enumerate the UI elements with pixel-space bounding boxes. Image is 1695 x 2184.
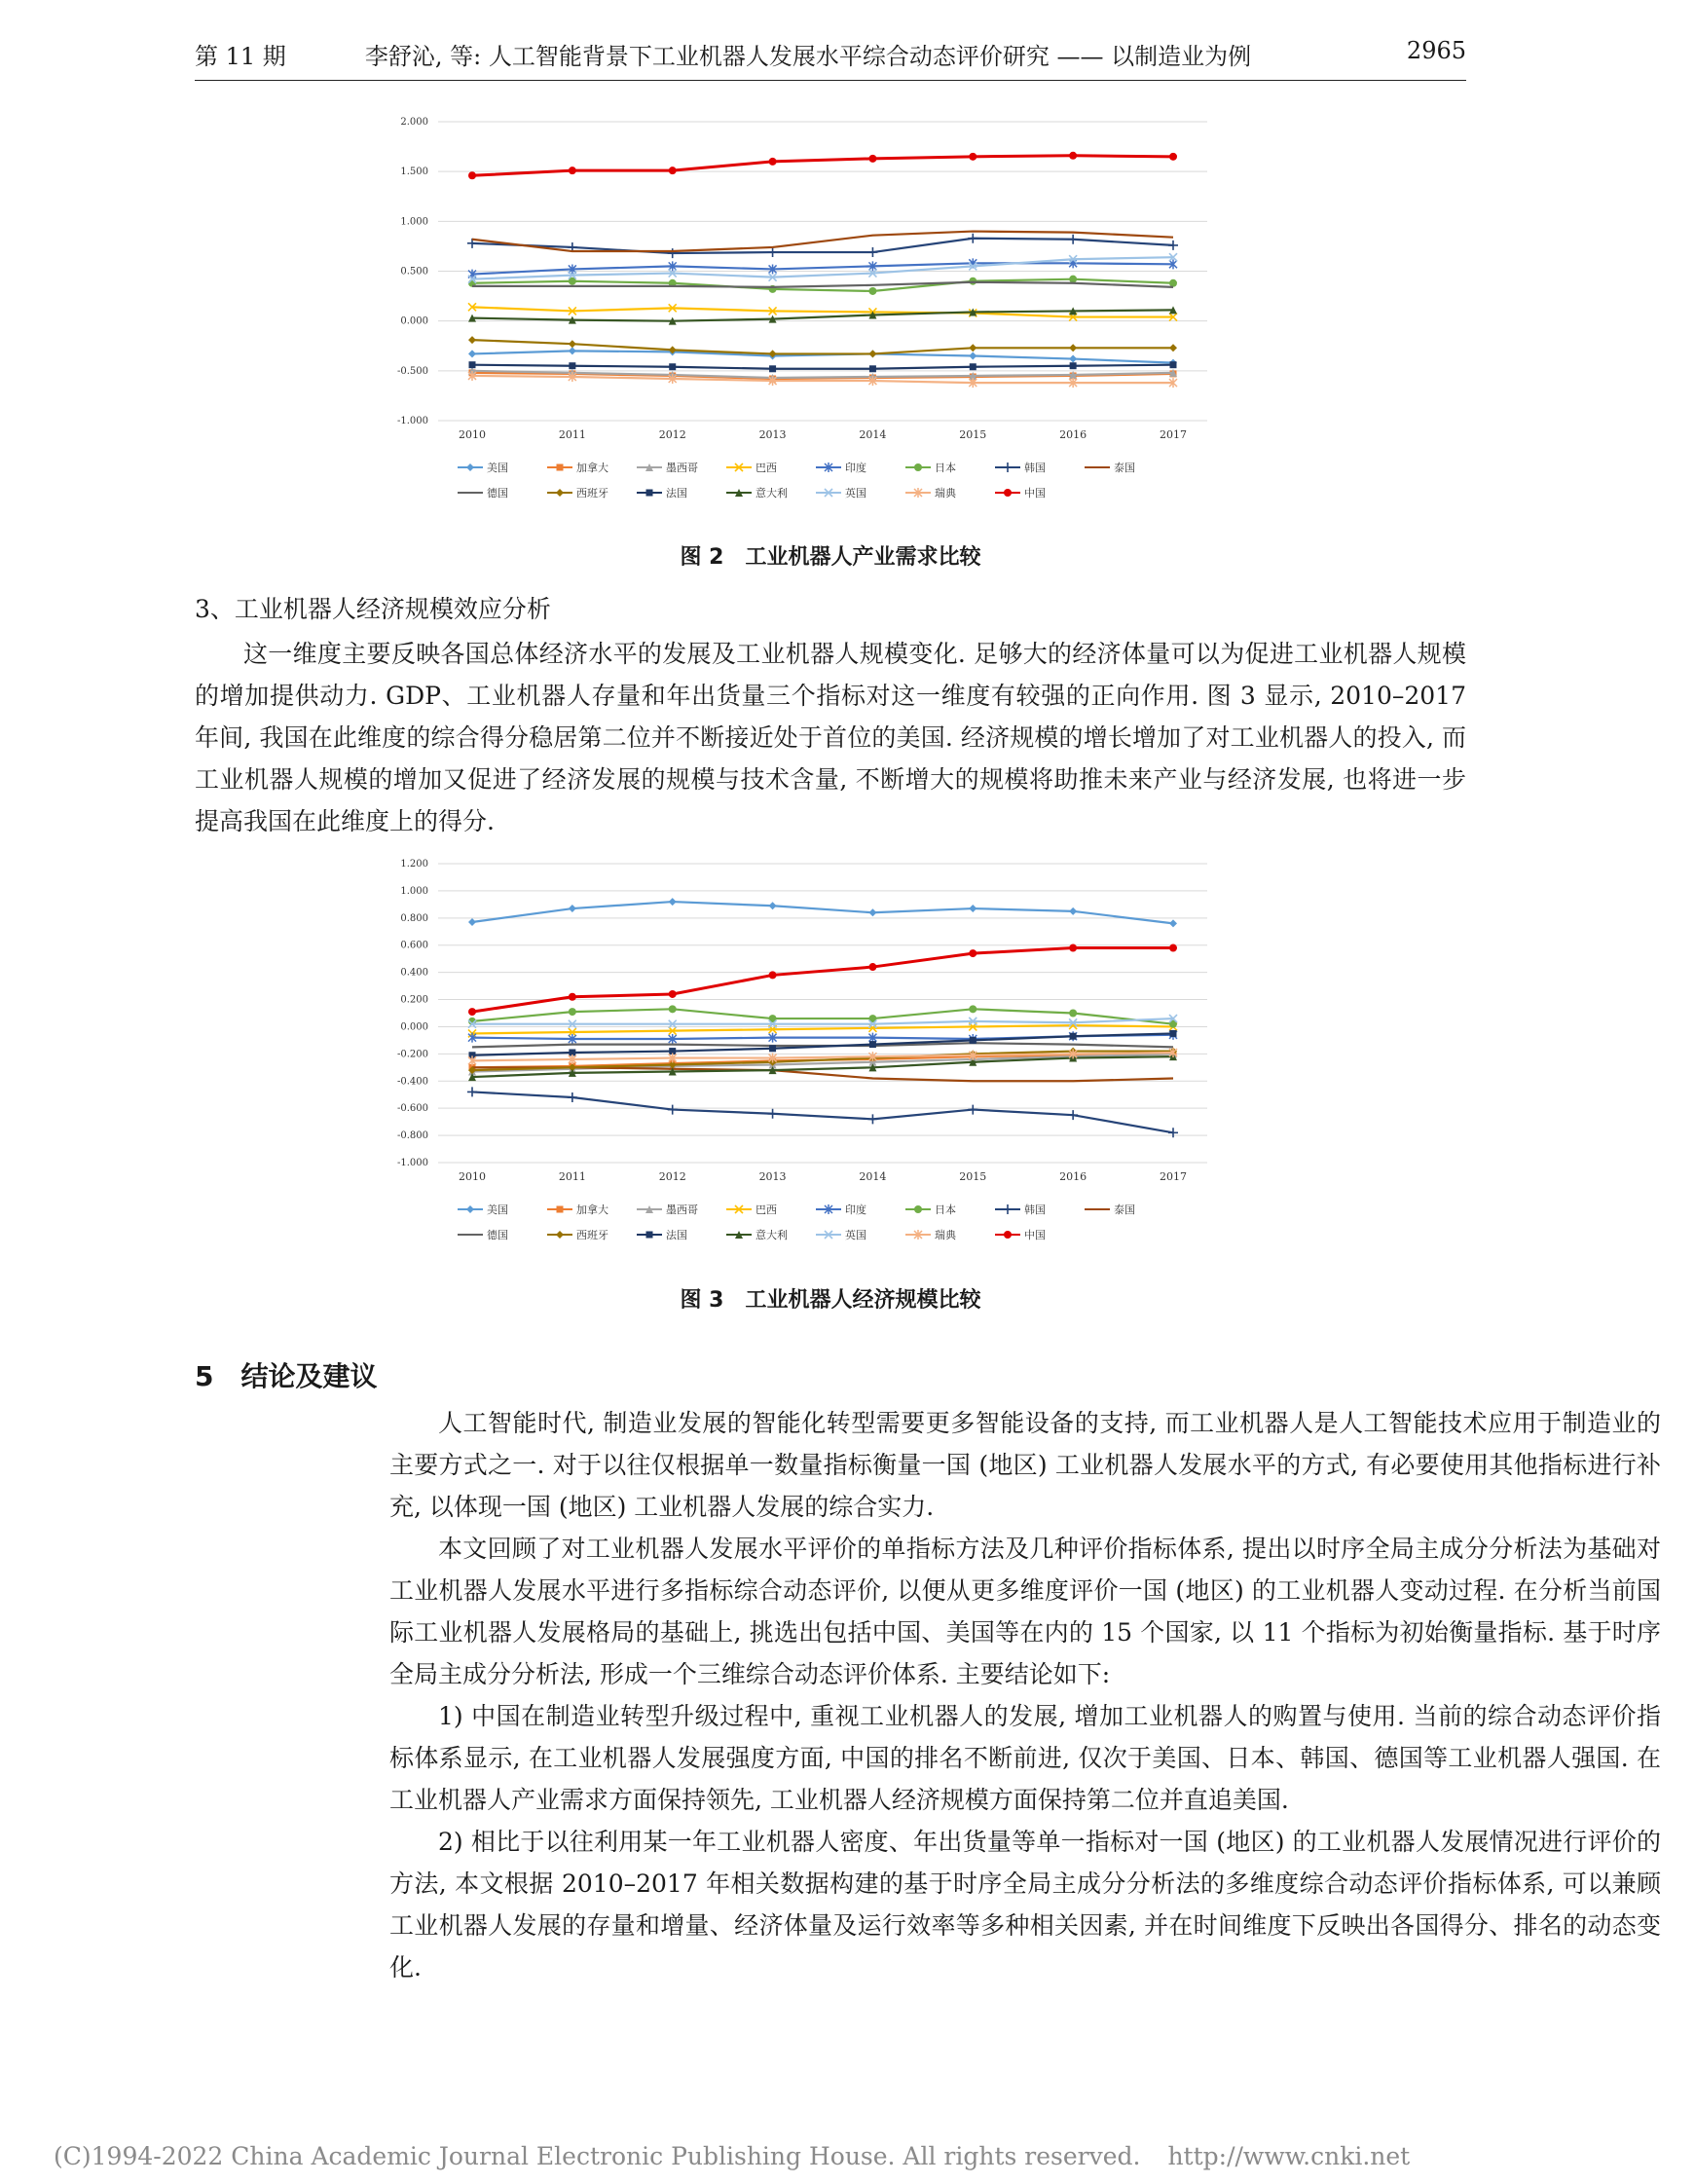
- y-tick-label: -1.000: [396, 1158, 428, 1168]
- legend-item: [995, 1203, 1046, 1216]
- x-tick-label: 2010: [459, 1170, 486, 1183]
- data-point: [969, 949, 976, 957]
- data-point: [467, 1087, 477, 1096]
- legend-item: [905, 486, 957, 500]
- x-tick-label: 2016: [1059, 428, 1087, 441]
- section5-paragraph-4: 2) 相比于以往利用某一年工业机器人密度、年出货量等单一指标对一国 (地区) 的工业机器人发展情况进行评价的方法, 本文根据 2010–2017 年相关数据构建的基于时序全局主成分分析法的多维度综合动态评价指标体系, 可以兼顾工业机器人发展的存量和增量、经济体量及运行效率等多种相关因素, 并在时间维度下反映出各国得分、排名的动态变化.: [389, 1828, 1661, 1981]
- legend-label: 德国: [487, 487, 508, 500]
- legend-label: 意大利: [755, 487, 788, 500]
- series-line: [467, 1087, 1178, 1137]
- figure-2: [370, 107, 1227, 526]
- legend-label: 法国: [666, 1229, 687, 1241]
- legend-item: [637, 486, 687, 500]
- figure-3: [370, 849, 1227, 1268]
- data-point: [868, 963, 876, 971]
- data-point: [868, 155, 876, 163]
- data-point: [569, 362, 575, 369]
- footer-copyright: [54, 2142, 1410, 2170]
- data-point: [769, 158, 777, 166]
- data-point: [1170, 361, 1177, 368]
- y-tick-label: -1.000: [396, 416, 428, 426]
- legend-label: 印度: [845, 1203, 866, 1216]
- data-point: [1069, 344, 1077, 352]
- data-point: [1168, 241, 1178, 250]
- y-tick-label: -0.200: [396, 1049, 428, 1060]
- data-point: [668, 248, 678, 258]
- data-point: [1070, 362, 1077, 369]
- data-point: [1069, 276, 1077, 283]
- data-point: [868, 287, 876, 295]
- series-line: [468, 1015, 1177, 1028]
- data-point: [1068, 235, 1078, 244]
- data-point: [868, 350, 876, 357]
- data-point: [669, 990, 677, 998]
- data-point: [970, 1037, 976, 1044]
- legend-label: 西班牙: [576, 487, 608, 500]
- legend-label: 墨西哥: [666, 1203, 698, 1216]
- data-point: [669, 898, 677, 906]
- data-point: [1069, 152, 1077, 160]
- series-path: [472, 351, 1173, 362]
- y-tick-label: 0.200: [400, 994, 428, 1006]
- data-point: [1069, 1010, 1077, 1018]
- legend-label: 泰国: [1114, 462, 1135, 474]
- legend-label: 意大利: [755, 1229, 788, 1241]
- data-point: [969, 153, 976, 161]
- data-point: [968, 1105, 977, 1115]
- data-point: [468, 171, 476, 179]
- data-point: [1069, 907, 1077, 915]
- data-point: [569, 905, 576, 912]
- legend-item: [816, 1203, 866, 1216]
- x-tick-label: 2016: [1059, 1170, 1087, 1183]
- data-point: [1069, 355, 1077, 363]
- series-line: [468, 944, 1177, 1017]
- section5-heading: 5 结论及建议: [195, 1360, 378, 1392]
- section3-paragraph: 这一维度主要反映各国总体经济水平的发展及工业机器人规模变化. 足够大的经济体量可以为促进工业机器人规模的增加提供动力. GDP、工业机器人存量和年出货量三个指标对这一维度有较强的正向作用. 图 3 显示, 2010–2017 年间, 我国在此维度的综合得分稳居第二位并不断接近处于首位的美国. 经济规模的增长增加了对工业机器人的投入, 而工业机器人规模的增加又促进了经济发展的规模与技术含量, 不断增大的规模将助推未来产业与经济发展, 也将进一步提高我国在此维度上的得分.: [195, 640, 1466, 835]
- data-point: [969, 1005, 976, 1013]
- data-point: [568, 1092, 577, 1102]
- section3-title: 3、工业机器人经济规模效应分析: [195, 595, 551, 623]
- data-point: [968, 234, 977, 243]
- y-tick-label: -0.500: [396, 365, 428, 377]
- section5-body: [195, 1402, 1661, 1988]
- legend-item: [816, 486, 866, 500]
- series-line: [472, 282, 1173, 287]
- data-point: [569, 347, 576, 354]
- legend-item: [637, 1203, 698, 1216]
- legend-label: 美国: [487, 1203, 508, 1216]
- legend-label: 巴西: [755, 462, 777, 474]
- legend-label: 印度: [845, 462, 866, 474]
- data-point: [468, 918, 476, 926]
- series-path: [472, 1092, 1173, 1132]
- y-tick-label: -0.400: [396, 1076, 428, 1088]
- legend-item: [726, 1203, 777, 1216]
- y-tick-label: 1.500: [400, 167, 428, 178]
- section5-paragraph-2: 本文回顾了对工业机器人发展水平评价的单指标方法及几种评价指标体系, 提出以时序全局主成分分析法为基础对工业机器人发展水平进行多指标综合动态评价, 以便从更多维度评价一国 (地区) 的工业机器人变动过程. 在分析当前国际工业机器人发展格局的基础上, 挑选出包括中国、美国等在内的 15 个国家, 以 11 个指标为初始衡量指标. 基于时序全局主成分分析法, 形成一个三维综合动态评价体系. 主要结论如下:: [389, 1535, 1661, 1688]
- data-point: [1169, 344, 1177, 352]
- data-point: [1169, 279, 1177, 287]
- legend-label: 西班牙: [576, 1229, 608, 1241]
- y-tick-label: 1.000: [400, 216, 428, 228]
- legend-item: [905, 1203, 956, 1216]
- legend-label: 美国: [487, 462, 508, 474]
- y-tick-label: 0.500: [400, 266, 428, 278]
- series-path: [472, 902, 1173, 923]
- legend-label: 日本: [935, 462, 956, 474]
- fig2-caption: 图 2 工业机器人产业需求比较: [680, 545, 981, 570]
- legend-item: [816, 1228, 866, 1241]
- series-path: [472, 156, 1173, 175]
- data-point: [869, 1041, 876, 1048]
- x-tick-label: 2017: [1160, 1170, 1187, 1183]
- header-rule: [195, 80, 1466, 81]
- data-point: [768, 1109, 778, 1119]
- x-tick-label: 2014: [859, 1170, 887, 1183]
- legend-label: 中国: [1024, 1229, 1046, 1241]
- legend-item: [547, 1203, 608, 1216]
- x-tick-label: 2012: [658, 1170, 686, 1183]
- series-line: [467, 234, 1178, 258]
- legend-label: 韩国: [1024, 462, 1046, 474]
- data-point: [468, 350, 476, 357]
- legend-item: [905, 461, 956, 474]
- legend-label: 瑞典: [935, 487, 956, 500]
- x-tick-label: 2015: [959, 1170, 987, 1183]
- series-line: [468, 898, 1177, 927]
- legend-label: 加拿大: [576, 462, 608, 474]
- data-point: [669, 167, 677, 174]
- legend-label: 日本: [935, 1203, 956, 1216]
- legend-item: [547, 461, 608, 474]
- fig2-line-chart: [370, 107, 1227, 526]
- legend-item: [458, 462, 508, 474]
- y-tick-label: 0.600: [400, 940, 428, 951]
- x-tick-label: 2011: [558, 428, 586, 441]
- data-point: [1069, 944, 1077, 952]
- fig3-line-chart: [370, 849, 1227, 1268]
- legend-label: 德国: [487, 1229, 508, 1241]
- journal-issue: 第 11 期: [195, 43, 286, 70]
- x-tick-label: 2015: [959, 428, 987, 441]
- legend-label: 法国: [666, 487, 687, 500]
- legend-label: 巴西: [755, 1203, 777, 1216]
- y-tick-label: 0.000: [400, 315, 428, 327]
- cnki-link[interactable]: http://www.cnki.net: [1167, 2142, 1411, 2170]
- legend-item: [1085, 462, 1135, 474]
- y-tick-label: 0.000: [400, 1021, 428, 1033]
- data-point: [668, 1105, 678, 1115]
- legend-item: [726, 1228, 788, 1241]
- data-point: [569, 993, 576, 1001]
- legend-item: [726, 486, 788, 500]
- y-tick-label: 0.400: [400, 967, 428, 979]
- data-point: [468, 1008, 476, 1016]
- legend-item: [726, 462, 777, 474]
- data-point: [970, 363, 976, 370]
- x-tick-label: 2012: [658, 428, 686, 441]
- legend-item: [637, 1228, 687, 1241]
- copyright-text: (C)1994-2022 China Academic Journal Electronic Publishing House. All rights reserved.: [54, 2142, 1141, 2170]
- series-path: [472, 948, 1173, 1013]
- data-point: [1169, 153, 1177, 161]
- data-point: [1068, 1110, 1078, 1120]
- legend-label: 墨西哥: [666, 462, 698, 474]
- series-line: [468, 152, 1177, 179]
- x-tick-label: 2010: [459, 428, 486, 441]
- legend-item: [995, 461, 1046, 474]
- series-path: [472, 282, 1173, 287]
- legend-label: 加拿大: [576, 1203, 608, 1216]
- data-point: [769, 1045, 776, 1052]
- y-tick-label: -0.800: [396, 1130, 428, 1142]
- data-point: [469, 361, 476, 368]
- data-point: [569, 1008, 576, 1016]
- fig3-caption: 图 3 工业机器人经济规模比较: [680, 1288, 981, 1313]
- running-title: 李舒沁, 等: 人工智能背景下工业机器人发展水平综合动态评价研究 —— 以制造业为例: [364, 43, 1252, 70]
- data-point: [869, 365, 876, 372]
- legend-item: [637, 461, 698, 474]
- data-point: [769, 365, 776, 372]
- legend-item: [547, 1228, 608, 1241]
- y-tick-label: -0.600: [396, 1103, 428, 1115]
- legend-label: 英国: [845, 1229, 866, 1241]
- x-tick-label: 2014: [859, 428, 887, 441]
- data-point: [669, 363, 676, 370]
- data-point: [1169, 919, 1177, 927]
- legend-label: 泰国: [1114, 1203, 1135, 1216]
- x-tick-label: 2017: [1160, 428, 1187, 441]
- legend-item: [547, 486, 608, 500]
- series-path: [472, 365, 1173, 369]
- data-point: [468, 336, 476, 344]
- y-tick-label: 0.800: [400, 912, 428, 924]
- data-point: [569, 340, 576, 348]
- data-point: [1168, 1128, 1178, 1137]
- series-path: [472, 263, 1173, 274]
- data-point: [769, 971, 777, 979]
- legend-label: 韩国: [1024, 1203, 1046, 1216]
- data-point: [969, 344, 976, 352]
- x-tick-label: 2011: [558, 1170, 586, 1183]
- data-point: [867, 247, 877, 257]
- data-point: [669, 1005, 677, 1013]
- x-tick-label: 2013: [758, 1170, 787, 1183]
- data-point: [1169, 944, 1177, 952]
- legend-item: [458, 487, 508, 500]
- data-point: [569, 167, 576, 174]
- legend-item: [995, 1228, 1046, 1241]
- legend-label: 瑞典: [935, 1229, 956, 1241]
- y-tick-label: 2.000: [400, 117, 428, 128]
- page-number: 2965: [1406, 37, 1466, 64]
- legend-item: [816, 461, 866, 474]
- legend-item: [458, 1203, 508, 1216]
- legend-item: [995, 486, 1046, 500]
- legend-label: 英国: [845, 487, 866, 500]
- section5-paragraph-1: 人工智能时代, 制造业发展的智能化转型需要更多智能设备的支持, 而工业机器人是人工智能技术应用于制造业的主要方式之一. 对于以往仅根据单一数量指标衡量一国 (地区) 工业机器人发展水平的方式, 有必要使用其他指标进行补充, 以体现一国 (地区) 工业机器人发展的综合实力.: [389, 1409, 1661, 1521]
- section5-paragraph-3: 1) 中国在制造业转型升级过程中, 重视工业机器人的发展, 增加工业机器人的购置与使用. 当前的综合动态评价指标体系显示, 在工业机器人发展强度方面, 中国的排名不断前进, 仅次于美国、日本、韩国、德国等工业机器人强国. 在工业机器人产业需求方面保持领先, 工业机器人经济规模方面保持第二位并直追美国.: [389, 1702, 1661, 1814]
- data-point: [969, 905, 976, 912]
- legend-item: [1085, 1203, 1135, 1216]
- legend-item: [458, 1229, 508, 1241]
- data-point: [769, 902, 777, 909]
- y-tick-label: 1.200: [400, 859, 428, 870]
- y-tick-label: 1.000: [400, 885, 428, 897]
- data-point: [867, 1114, 877, 1124]
- data-point: [868, 908, 876, 916]
- legend-item: [905, 1228, 957, 1241]
- series-line: [468, 336, 1177, 357]
- data-point: [1070, 1033, 1077, 1040]
- data-point: [1170, 1030, 1177, 1037]
- data-point: [969, 352, 976, 359]
- legend-label: 中国: [1024, 487, 1046, 500]
- data-point: [768, 247, 778, 257]
- x-tick-label: 2013: [758, 428, 787, 441]
